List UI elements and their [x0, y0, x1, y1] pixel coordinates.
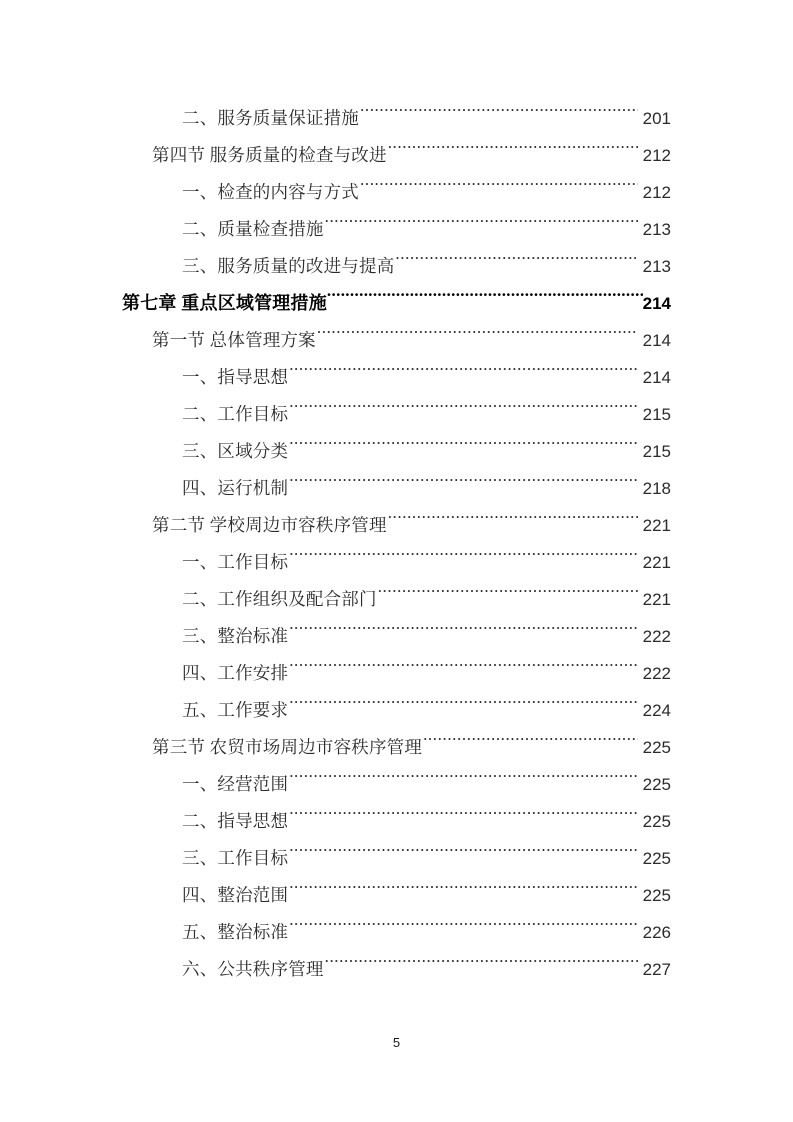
toc-leader-dots	[289, 700, 637, 716]
toc-leader-dots	[325, 959, 638, 975]
toc-entry-title: 四、整治范围	[182, 885, 289, 905]
toc-entry-item[interactable]	[122, 914, 671, 951]
toc-entry-title: 四、工作安排	[182, 663, 289, 683]
toc-entry-section[interactable]	[122, 507, 671, 544]
toc-leader-dots	[289, 552, 637, 568]
toc-entry-page-number: 225	[642, 812, 671, 831]
toc-entry-item[interactable]	[122, 248, 671, 285]
toc-entry-page-number: 213	[642, 257, 671, 276]
toc-entry-item[interactable]	[122, 433, 671, 470]
toc-leader-dots	[289, 848, 637, 864]
toc-entry-title: 三、工作目标	[182, 848, 289, 868]
toc-entry-item[interactable]	[122, 877, 671, 914]
toc-entry-page-number: 215	[642, 405, 671, 424]
toc-entry-title: 第七章 重点区域管理措施	[122, 293, 327, 313]
toc-entry-title: 三、整治标准	[182, 626, 289, 646]
toc-leader-dots	[388, 145, 638, 161]
toc-entry-item[interactable]	[122, 396, 671, 433]
toc-entry-page-number: 222	[642, 664, 671, 683]
toc-leader-dots	[289, 663, 637, 679]
toc-entry-page-number: 214	[642, 294, 671, 313]
toc-entry-page-number: 212	[642, 183, 671, 202]
toc-leader-dots	[289, 811, 637, 827]
toc-entry-item[interactable]	[122, 211, 671, 248]
toc-entry-item[interactable]	[122, 618, 671, 655]
toc-leader-dots	[360, 108, 638, 124]
toc-entry-item[interactable]	[122, 803, 671, 840]
toc-entry-title: 一、指导思想	[182, 367, 289, 387]
toc-entry-section[interactable]	[122, 729, 671, 766]
toc-entry-page-number: 221	[642, 516, 671, 535]
toc-entry-page-number: 225	[642, 738, 671, 757]
toc-entry-title: 第一节 总体管理方案	[152, 330, 316, 350]
toc-entry-chapter[interactable]	[122, 285, 671, 322]
toc-leader-dots	[395, 256, 637, 272]
toc-entry-title: 二、工作目标	[182, 404, 289, 424]
toc-leader-dots	[325, 219, 638, 235]
toc-entry-title: 第三节 农贸市场周边市容秩序管理	[152, 737, 423, 757]
page-number: 5	[392, 1035, 401, 1050]
table-of-contents	[122, 100, 671, 988]
toc-leader-dots	[289, 441, 637, 457]
toc-entry-item[interactable]	[122, 359, 671, 396]
toc-entry-page-number: 215	[642, 442, 671, 461]
toc-entry-page-number: 225	[642, 775, 671, 794]
toc-entry-page-number: 201	[642, 109, 671, 128]
toc-entry-page-number: 225	[642, 886, 671, 905]
toc-entry-page-number: 212	[642, 146, 671, 165]
toc-leader-dots	[388, 515, 638, 531]
toc-entry-item[interactable]	[122, 840, 671, 877]
toc-entry-title: 一、检查的内容与方式	[182, 182, 359, 202]
toc-entry-page-number: 214	[642, 368, 671, 387]
toc-entry-title: 五、工作要求	[182, 700, 289, 720]
toc-entry-page-number: 226	[642, 923, 671, 942]
toc-entry-title: 三、服务质量的改进与提高	[182, 256, 395, 276]
toc-entry-title: 六、公共秩序管理	[182, 959, 324, 979]
toc-leader-dots	[423, 737, 638, 753]
toc-leader-dots	[360, 182, 638, 198]
toc-entry-section[interactable]	[122, 137, 671, 174]
toc-entry-title: 五、整治标准	[182, 922, 289, 942]
toc-leader-dots	[289, 478, 637, 494]
toc-entry-title: 二、质量检查措施	[182, 219, 324, 239]
toc-leader-dots	[289, 367, 637, 383]
toc-entry-page-number: 227	[642, 960, 671, 979]
toc-entry-item[interactable]	[122, 951, 671, 988]
toc-entry-page-number: 218	[642, 479, 671, 498]
toc-entry-title: 二、服务质量保证措施	[182, 108, 359, 128]
toc-leader-dots	[289, 885, 637, 901]
toc-entry-title: 一、经营范围	[182, 774, 289, 794]
toc-entry-item[interactable]	[122, 100, 671, 137]
toc-entry-page-number: 225	[642, 849, 671, 868]
toc-leader-dots	[289, 626, 637, 642]
toc-entry-title: 三、区域分类	[182, 441, 289, 461]
toc-entry-title: 第四节 服务质量的检查与改进	[152, 145, 387, 165]
toc-leader-dots	[327, 293, 643, 309]
toc-entry-title: 一、工作目标	[182, 552, 289, 572]
toc-entry-title: 四、运行机制	[182, 478, 289, 498]
toc-entry-item[interactable]	[122, 174, 671, 211]
toc-entry-page-number: 224	[642, 701, 671, 720]
toc-entry-section[interactable]	[122, 322, 671, 359]
toc-entry-page-number: 213	[642, 220, 671, 239]
toc-entry-page-number: 221	[642, 590, 671, 609]
toc-entry-item[interactable]	[122, 470, 671, 507]
toc-leader-dots	[317, 330, 638, 346]
toc-entry-page-number: 214	[642, 331, 671, 350]
toc-entry-item[interactable]	[122, 655, 671, 692]
toc-entry-item[interactable]	[122, 544, 671, 581]
toc-entry-title: 二、工作组织及配合部门	[182, 589, 377, 609]
toc-entry-title: 第二节 学校周边市容秩序管理	[152, 515, 387, 535]
toc-entry-title: 二、指导思想	[182, 811, 289, 831]
toc-entry-item[interactable]	[122, 581, 671, 618]
toc-leader-dots	[289, 922, 637, 938]
toc-entry-page-number: 221	[642, 553, 671, 572]
toc-leader-dots	[289, 404, 637, 420]
toc-entry-page-number: 222	[642, 627, 671, 646]
toc-entry-item[interactable]	[122, 766, 671, 803]
toc-entry-item[interactable]	[122, 692, 671, 729]
toc-leader-dots	[289, 774, 637, 790]
toc-leader-dots	[378, 589, 638, 605]
